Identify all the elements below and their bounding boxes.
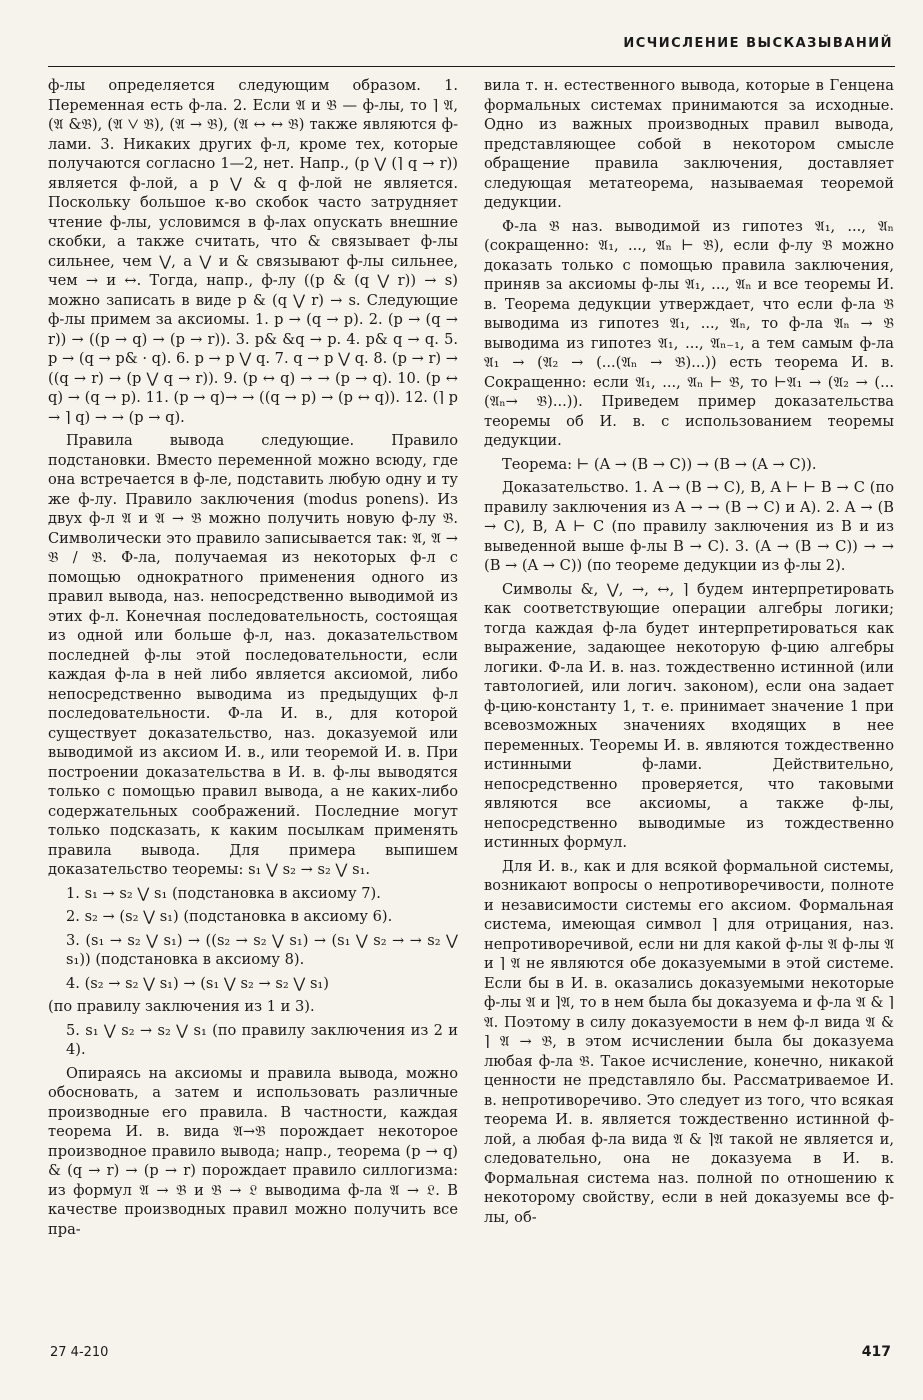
paragraph: вила т. н. естественного вывода, которые в Генцена формальных системах принимаются за исходные. Одно из важных производных правил вывода, представляющее собой в некотором смысле обращение правила заключения, доставляет следующая метатеорема, называемая теоремой дедукции. [484, 77, 894, 211]
page-number: 417 [861, 1344, 891, 1360]
proof-step: 2. s₂ → (s₂ ⋁ s₁) (подстановка в аксиому 6). [66, 908, 393, 925]
running-title: ИСЧИСЛЕНИЕ ВЫСКАЗЫВАНИЙ [623, 36, 893, 51]
proof-step: 3. (s₁ → s₂ ⋁ s₁) → ((s₂ → s₂ ⋁ s₁) → (s₁ ⋁ s₂ → → s₂ ⋁ s₁)) (подстановка в аксиому 8). [66, 931, 458, 968]
paragraph: Правила вывода следующие. Правило подстановки. Вместо переменной можно всюду, где она встречается в ф-ле, подставить любую одну и ту же ф-лу. Правило заключения (modus ponens). Из двух ф-л 𝔄 и 𝔄 → 𝔅 можно получить новую ф-лу 𝔅. Символически это правило записывается так: 𝔄, 𝔄 → 𝔅 / 𝔅. Ф-ла, получаемая из некоторых ф-л с помощью однократного применения одного из правил вывода, наз. непосредственно выводимой из этих ф-л. Конечная последовательность, состоящая из одной или больше ф-л, наз. доказательством последней ф-лы этой последовательности, если каждая ф-ла в ней либо является аксиомой, либо непосредственно выводима из предыдущих ф-л последовательности. Ф-ла И. в., для которой существует доказательство, наз. доказуемой или выводимой из аксиом И. в., или теоремой И. в. При построении доказательства в И. в. ф-лы выводятся только с помощью правил вывода, а не каких-либо содержательных соображений. Последние могут только подсказать, к каким посылкам применять правила вывода. Для примера выпишем доказательство теоремы: s₁ ⋁ s₂ → s₂ ⋁ s₁. [48, 432, 458, 878]
paragraph: Для И. в., как и для всякой формальной системы, возникают вопросы о непротиворечивости, полноте и независимости системы его аксиом. Формальная система, имеющая символ ⌉ для отрицания, наз. непротиворечивой, если ни для какой ф-лы 𝔄 ф-лы 𝔄 и ⌉ 𝔄 не являются обе доказуемыми в этой системе. Если бы в И. в. оказались доказуемыми некоторые ф-лы 𝔄 и ⌉𝔄, то в нем была бы доказуема и ф-ла 𝔄 & ⌉𝔄. Поэтому в силу доказуемости в нем ф-л вида 𝔄 & ⌉ 𝔄 → 𝔅, в этом исчислении была бы доказуема любая ф-ла 𝔅. Такое исчисление, конечно, никакой ценности не представляло бы. Рассматриваемое И. в. непротиворечиво. Это следует из того, что всякая теорема И. в. является тождественно истинной ф-лой, а любая ф-ла вида 𝔄 & ⌉𝔄 такой не является и, следовательно, она не доказуема в И. в. Формальная система наз. полной по отношению к некоторому свойству, если в ней доказуемы все ф-лы, об- [484, 857, 894, 1226]
proof-step: 5. s₁ ⋁ s₂ → s₂ ⋁ s₁ (по правилу заключения из 2 и 4). [66, 1021, 458, 1058]
right-column [484, 76, 894, 1282]
paragraph: ф-лы определяется следующим образом. 1. Переменная есть ф-ла. 2. Если 𝔄 и 𝔅 — ф-лы, то ⌉ 𝔄, (𝔄 &𝔅), (𝔄 ⋁ 𝔅), (𝔄 → 𝔅), (𝔄 ↔ ↔ 𝔅) также являются ф-лами. 3. Никаких других ф-л, кроме тех, которые получаются согласно 1—2, нет. Напр., (p ⋁ (⌉ q → r)) является ф-лой, а p ⋁ & q ф-лой не является. Поскольку большое к-во скобок часто затрудняет чтение ф-лы, условимся в ф-лах опускать внешние скобки, а также считать, что & связывает ф-лы сильнее, чем ⋁, а ⋁ и & связывают ф-лы сильнее, чем → и ↔. Тогда, напр., ф-лу ((p & (q ⋁ r)) → s) можно записать в виде p & (q ⋁ r) → s. Следующие ф-лы примем за аксиомы. 1. p → (q → p). 2. (p → (q → r)) → ((p → q) → (p → r)). 3. p& &q → p. 4. p& q → q. 5. p → (q → p& · q). 6. p → p ⋁ q. 7. q → p ⋁ q. 8. (p → r) → ((q → r) → (p ⋁ q → r)). 9. (p ↔ q) → → (p → q). 10. (p ↔ q) → (q → p). 11. (p → q)→ → ((q → p) → (p ↔ q)). 12. (⌉ p → ⌉ q) → → (p → q). [48, 77, 458, 426]
proof-paragraph: Доказательство. 1. A → (B → C), B, A ⊢ ⊢ B → C (по правилу заключения из A → → (B → C) и A). 2. A → (B → C), B, A ⊢ C (по правилу заключения из B и из выведенной выше ф-лы B → C). 3. (A → (B → C)) → → (B → (A → C)) (по теореме дедукции из ф-лы 2). [484, 479, 894, 574]
theorem-statement: Теорема: ⊢ (A → (B → C)) → (B → (A → C)). [502, 455, 817, 473]
proof-step: 1. s₁ → s₂ ⋁ s₁ (подстановка в аксиому 7). [66, 884, 381, 902]
left-column [48, 76, 458, 1282]
paragraph: Опираясь на аксиомы и правила вывода, можно обосновать, а затем и использовать различные производные его правила. В частности, каждая теорема И. в. вида 𝔄→𝔅 порождает некоторое производное правило вывода; напр., теорема (p → q) & (q → r) → (p → r) порождает правило силлогизма: из формул 𝔄 → 𝔅 и 𝔅 → 𝔏 выводима ф-ла 𝔄 → 𝔏. В качестве производных правил можно получить все пра- [48, 1064, 458, 1238]
printer-signature: 27 4-210 [50, 1345, 109, 1360]
header-rule [48, 66, 895, 67]
paragraph: Символы &, ⋁, →, ↔, ⌉ будем интерпретировать как соответствующие операции алгебры логики; тогда каждая ф-ла будет интерпретироваться как выражение, задающее некоторую ф-цию алгебры логики. Ф-ла И. в. наз. тождественно истинной (или тавтологией, или логич. законом), если она задает ф-цию-константу 1, т. е. принимает значение 1 при всевозможных значениях входящих в нее переменных. Теоремы И. в. являются тождественно истинными ф-лами. Действительно, непосредственно проверяется, что таковыми являются все аксиомы, а также ф-лы, непосредственно выводимые из тождественно истинных формул. [484, 580, 894, 851]
paragraph: Ф-ла 𝔅 наз. выводимой из гипотез 𝔄₁, ..., 𝔄ₙ (сокращенно: 𝔄₁, ..., 𝔄ₙ ⊢ 𝔅), если ф-лу 𝔅 можно доказать только с помощью правила заключения, приняв за аксиомы ф-лы 𝔄₁, ..., 𝔄ₙ и все теоремы И. в. Теорема дедукции утверждает, что если ф-ла 𝔅 выводима из гипотез 𝔄₁, ..., 𝔄ₙ, то ф-ла 𝔄ₙ → 𝔅 выводима из гипотез 𝔄₁, ..., 𝔄ₙ₋₁, а тем самым ф-ла 𝔄₁ → (𝔄₂ → (...(𝔄ₙ → 𝔅)...)) есть теорема И. в. Сокращенно: если 𝔄₁, ..., 𝔄ₙ ⊢ 𝔅, то ⊢𝔄₁ → (𝔄₂ → (... (𝔄ₙ→ 𝔅)...)). Приведем пример доказательства теоремы об И. в. с использованием теоремы дедукции. [484, 217, 894, 449]
proof-step: 4. (s₂ → s₂ ⋁ s₁) → (s₁ ⋁ s₂ → s₂ ⋁ s₁) [66, 974, 329, 992]
proof-step-note: (по правилу заключения из 1 и 3). [48, 998, 315, 1015]
